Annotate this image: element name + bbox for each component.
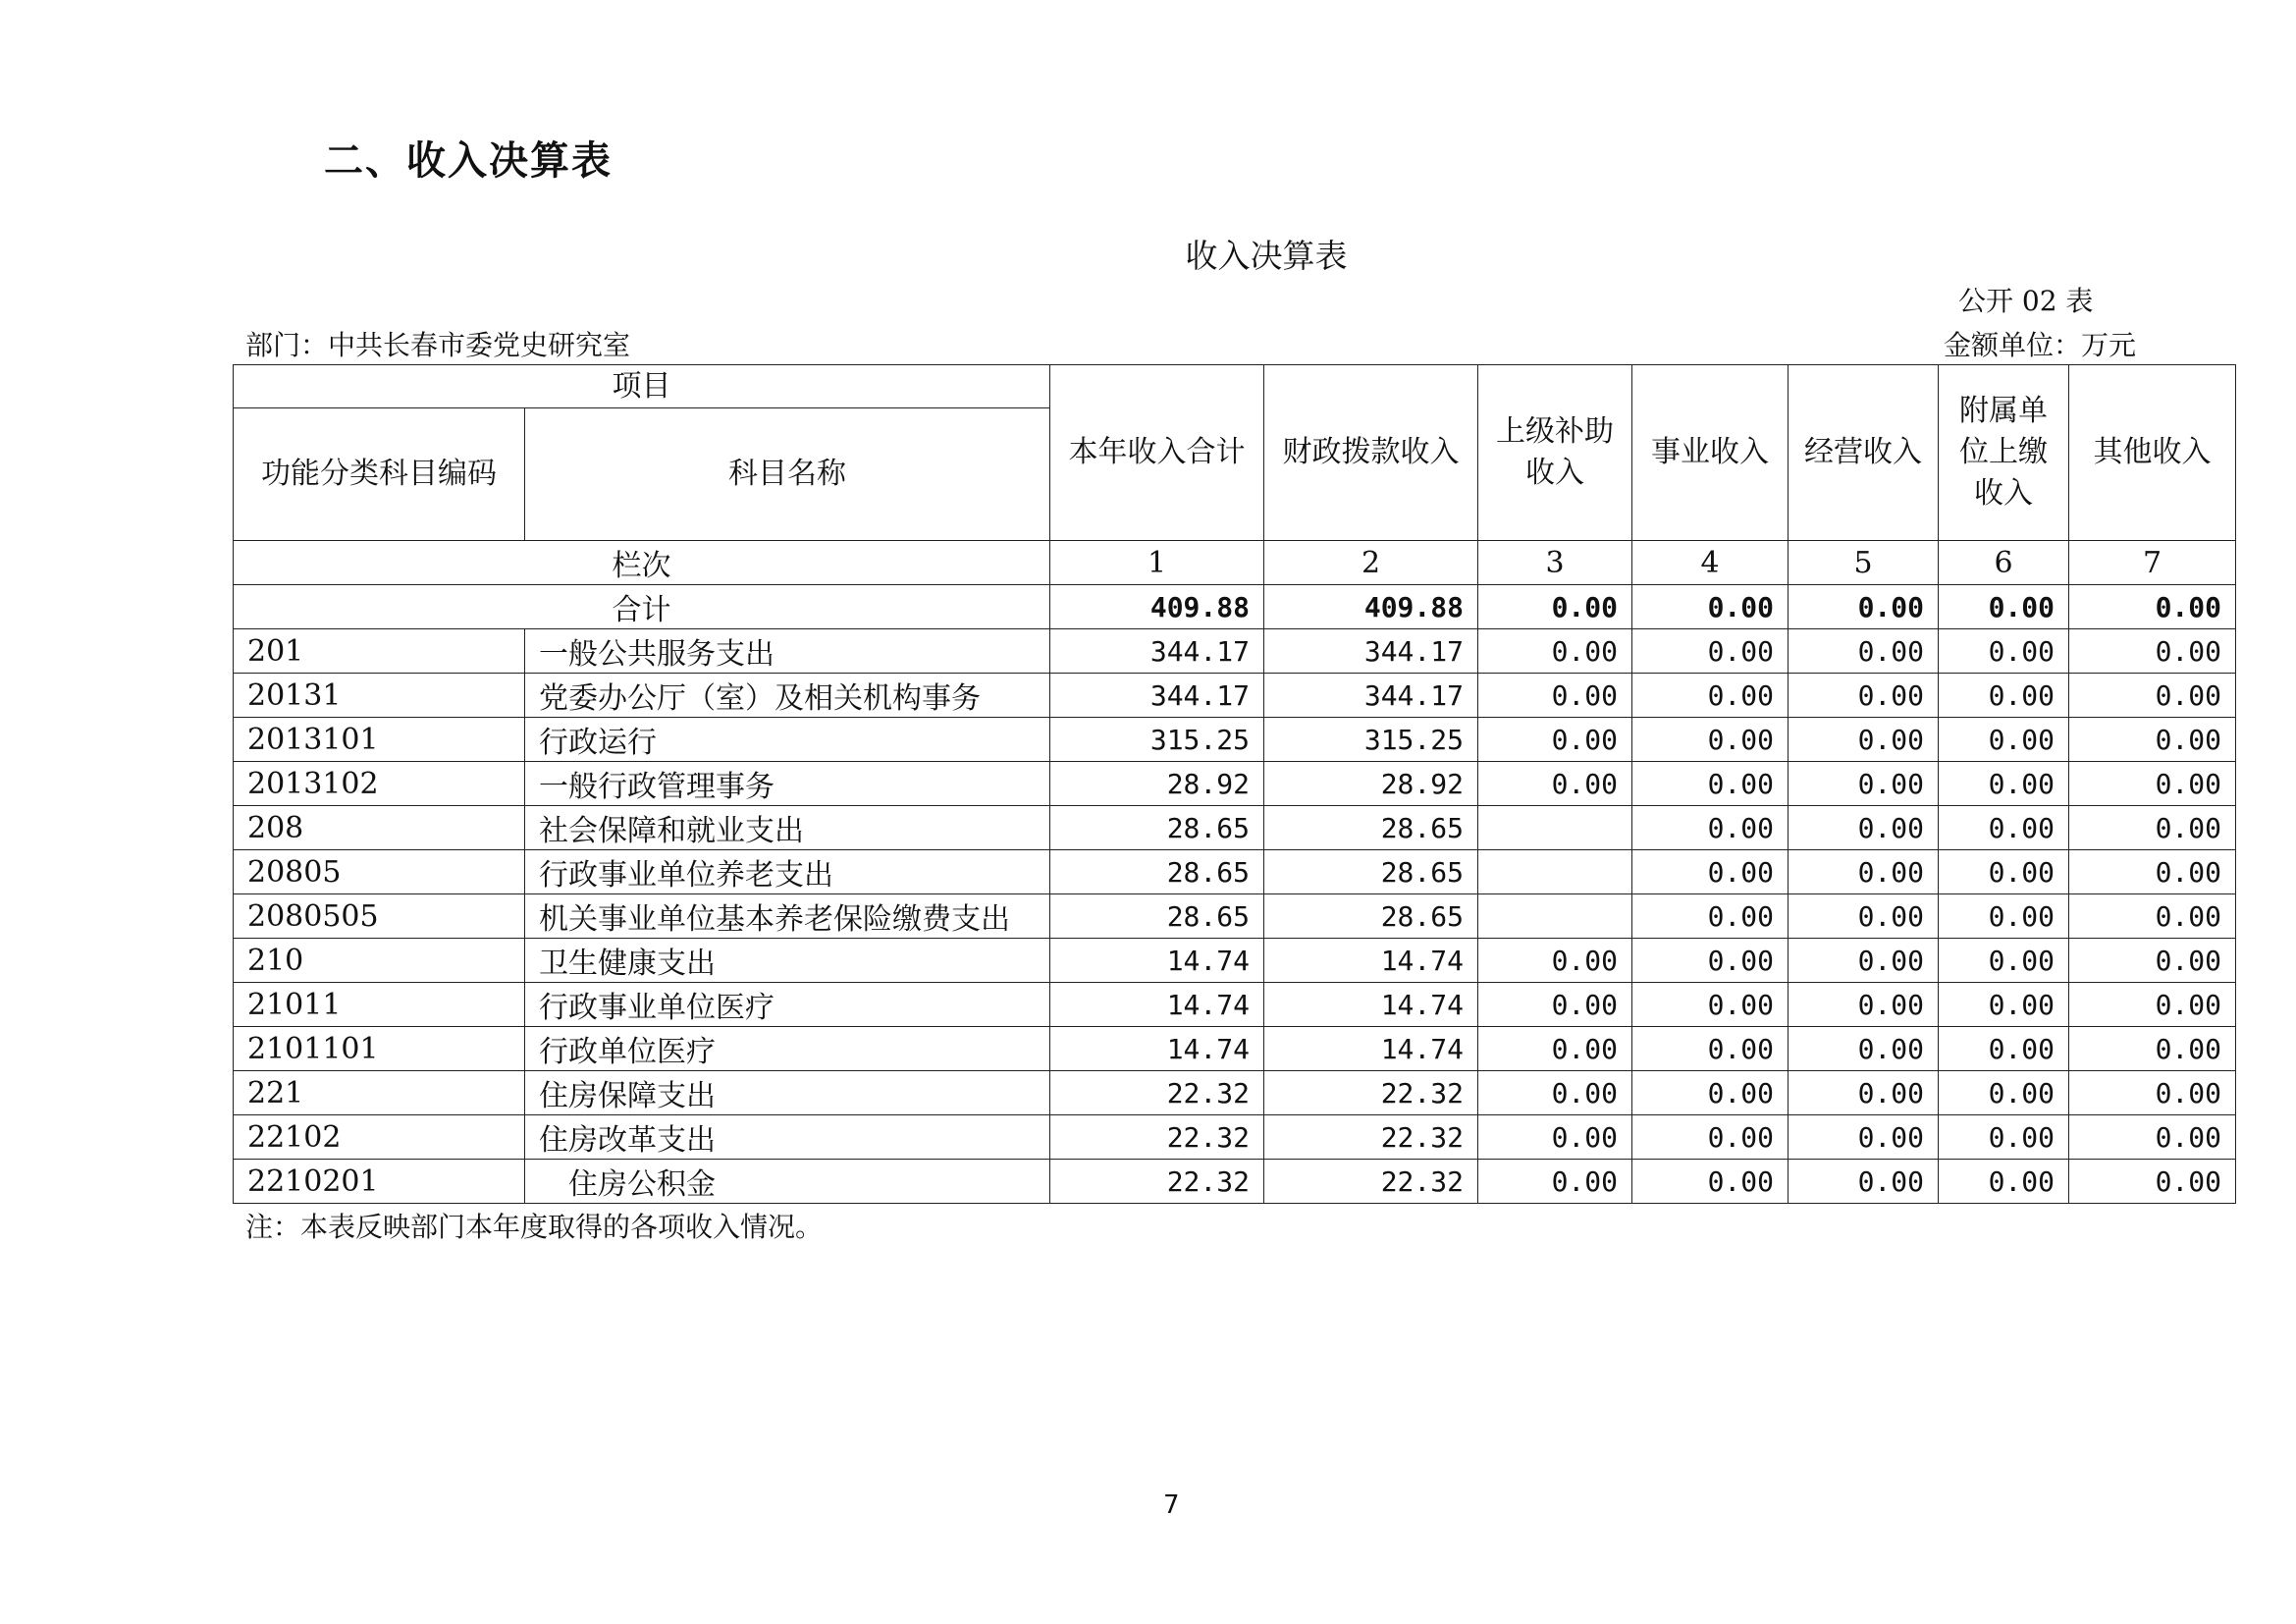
row-name: 住房保障支出 xyxy=(525,1071,1050,1115)
table-row xyxy=(234,1160,2236,1204)
row-value: 0.00 xyxy=(1632,762,1789,806)
row-name: 社会保障和就业支出 xyxy=(525,806,1050,850)
row-value: 28.65 xyxy=(1050,894,1264,939)
row-value: 344.17 xyxy=(1264,629,1478,674)
row-value: 0.00 xyxy=(1478,629,1632,674)
row-value: 22.32 xyxy=(1264,1160,1478,1204)
row-value: 0.00 xyxy=(2069,718,2236,762)
row-name: 行政运行 xyxy=(525,718,1050,762)
row-name: 行政单位医疗 xyxy=(525,1027,1050,1071)
column-number: 3 xyxy=(1478,541,1632,585)
header-code: 功能分类科目编码 xyxy=(234,408,525,541)
row-value: 22.32 xyxy=(1050,1115,1264,1160)
row-value: 0.00 xyxy=(1789,718,1939,762)
row-value: 0.00 xyxy=(2069,762,2236,806)
table-row xyxy=(234,850,2236,894)
row-value: 0.00 xyxy=(1939,674,2069,718)
row-value: 0.00 xyxy=(1939,1115,2069,1160)
header-col-1 xyxy=(1050,365,1264,541)
row-value: 0.00 xyxy=(1939,718,2069,762)
row-code: 20805 xyxy=(234,850,525,894)
row-value: 22.32 xyxy=(1264,1071,1478,1115)
row-value: 22.32 xyxy=(1050,1160,1264,1204)
header-col-text: 收入 xyxy=(1525,456,1584,490)
row-name: 住房公积金 xyxy=(525,1160,1050,1204)
row-value: 0.00 xyxy=(1939,629,2069,674)
row-value: 28.65 xyxy=(1050,850,1264,894)
row-value: 0.00 xyxy=(1632,894,1789,939)
row-value: 0.00 xyxy=(1478,983,1632,1027)
row-code: 21011 xyxy=(234,983,525,1027)
row-value: 0.00 xyxy=(1632,806,1789,850)
row-value: 0.00 xyxy=(1939,806,2069,850)
row-value: 14.74 xyxy=(1264,983,1478,1027)
header-col-text: 经营收入 xyxy=(1804,435,1922,469)
row-value xyxy=(1478,894,1632,939)
row-value: 28.65 xyxy=(1050,806,1264,850)
table-row xyxy=(234,939,2236,983)
row-value: 0.00 xyxy=(1478,1115,1632,1160)
row-value: 0.00 xyxy=(1632,1027,1789,1071)
header-col-6 xyxy=(1939,365,2069,541)
total-value: 0.00 xyxy=(1789,585,1939,629)
row-code: 210 xyxy=(234,939,525,983)
total-value: 0.00 xyxy=(1632,585,1789,629)
column-number: 5 xyxy=(1789,541,1939,585)
total-value: 409.88 xyxy=(1264,585,1478,629)
row-value: 14.74 xyxy=(1264,1027,1478,1071)
page-number: 7 xyxy=(1163,1490,1180,1520)
header-col-text: 位上缴 xyxy=(1959,435,2048,469)
row-code: 22102 xyxy=(234,1115,525,1160)
row-value xyxy=(1478,806,1632,850)
row-value: 0.00 xyxy=(2069,1027,2236,1071)
row-value: 0.00 xyxy=(2069,894,2236,939)
row-value: 0.00 xyxy=(1789,894,1939,939)
row-value: 0.00 xyxy=(1478,1160,1632,1204)
row-value: 315.25 xyxy=(1050,718,1264,762)
row-name: 党委办公厅（室）及相关机构事务 xyxy=(525,674,1050,718)
row-code: 2013102 xyxy=(234,762,525,806)
header-col-3 xyxy=(1478,365,1632,541)
table-row xyxy=(234,1071,2236,1115)
row-value: 0.00 xyxy=(1789,1115,1939,1160)
row-name: 行政事业单位医疗 xyxy=(525,983,1050,1027)
row-value: 0.00 xyxy=(2069,806,2236,850)
row-value: 0.00 xyxy=(1789,1160,1939,1204)
row-code: 201 xyxy=(234,629,525,674)
row-value: 0.00 xyxy=(1789,939,1939,983)
row-value: 0.00 xyxy=(2069,674,2236,718)
row-value: 14.74 xyxy=(1050,1027,1264,1071)
section-heading: 二、收入决算表 xyxy=(324,138,613,184)
header-col-text: 附属单 xyxy=(1959,394,2048,428)
row-code: 208 xyxy=(234,806,525,850)
row-code: 2080505 xyxy=(234,894,525,939)
row-value: 315.25 xyxy=(1264,718,1478,762)
row-value: 0.00 xyxy=(1632,1115,1789,1160)
row-name: 卫生健康支出 xyxy=(525,939,1050,983)
row-value: 0.00 xyxy=(1939,1071,2069,1115)
row-name: 住房改革支出 xyxy=(525,1115,1050,1160)
header-col-2 xyxy=(1264,365,1478,541)
department-label: 部门：中共长春市委党史研究室 xyxy=(245,329,631,361)
row-code: 2101101 xyxy=(234,1027,525,1071)
row-value: 22.32 xyxy=(1050,1071,1264,1115)
row-value: 0.00 xyxy=(1789,1027,1939,1071)
row-value: 0.00 xyxy=(2069,850,2236,894)
form-number: 公开 02 表 xyxy=(1958,285,2094,317)
row-value: 0.00 xyxy=(1478,718,1632,762)
row-name: 一般行政管理事务 xyxy=(525,762,1050,806)
row-name: 一般公共服务支出 xyxy=(525,629,1050,674)
row-value: 0.00 xyxy=(1478,762,1632,806)
row-value: 0.00 xyxy=(1632,939,1789,983)
row-value: 0.00 xyxy=(1632,983,1789,1027)
row-value: 0.00 xyxy=(2069,1071,2236,1115)
row-value: 0.00 xyxy=(1939,894,2069,939)
header-col-text: 事业收入 xyxy=(1651,435,1769,469)
column-number: 6 xyxy=(1939,541,2069,585)
column-number: 4 xyxy=(1632,541,1789,585)
row-value: 0.00 xyxy=(1939,850,2069,894)
table-row xyxy=(234,1027,2236,1071)
income-table xyxy=(233,364,2236,1204)
table-row xyxy=(234,674,2236,718)
table-row xyxy=(234,1115,2236,1160)
total-value: 409.88 xyxy=(1050,585,1264,629)
table-row xyxy=(234,629,2236,674)
row-value: 0.00 xyxy=(1789,983,1939,1027)
total-value: 0.00 xyxy=(1939,585,2069,629)
row-code: 2210201 xyxy=(234,1160,525,1204)
row-value: 0.00 xyxy=(2069,939,2236,983)
row-value: 0.00 xyxy=(1939,983,2069,1027)
row-value: 0.00 xyxy=(1478,674,1632,718)
row-value: 28.92 xyxy=(1050,762,1264,806)
row-value: 344.17 xyxy=(1050,629,1264,674)
row-value: 28.65 xyxy=(1264,894,1478,939)
row-value: 0.00 xyxy=(1789,1071,1939,1115)
row-value: 28.92 xyxy=(1264,762,1478,806)
total-value: 0.00 xyxy=(1478,585,1632,629)
row-value: 0.00 xyxy=(1939,1160,2069,1204)
header-col-7 xyxy=(2069,365,2236,541)
row-name: 行政事业单位养老支出 xyxy=(525,850,1050,894)
table-row xyxy=(234,762,2236,806)
row-value: 0.00 xyxy=(1789,629,1939,674)
row-value: 344.17 xyxy=(1264,674,1478,718)
header-col-text: 财政拨款收入 xyxy=(1282,435,1460,469)
row-value: 0.00 xyxy=(2069,1115,2236,1160)
row-value: 0.00 xyxy=(1478,1027,1632,1071)
table-row xyxy=(234,718,2236,762)
row-value: 14.74 xyxy=(1264,939,1478,983)
row-code: 20131 xyxy=(234,674,525,718)
row-code: 221 xyxy=(234,1071,525,1115)
row-code: 2013101 xyxy=(234,718,525,762)
row-value: 0.00 xyxy=(1789,850,1939,894)
column-number: 1 xyxy=(1050,541,1264,585)
header-col-4 xyxy=(1632,365,1789,541)
row-value xyxy=(1478,850,1632,894)
row-value: 14.74 xyxy=(1050,939,1264,983)
column-number: 2 xyxy=(1264,541,1478,585)
row-value: 0.00 xyxy=(2069,1160,2236,1204)
row-value: 0.00 xyxy=(1789,674,1939,718)
row-value: 0.00 xyxy=(1632,1160,1789,1204)
header-col-5 xyxy=(1789,365,1939,541)
row-value: 14.74 xyxy=(1050,983,1264,1027)
header-col-text: 本年收入合计 xyxy=(1068,435,1246,469)
row-value: 0.00 xyxy=(1789,762,1939,806)
row-value: 0.00 xyxy=(1939,939,2069,983)
row-value: 0.00 xyxy=(1632,718,1789,762)
row-value: 0.00 xyxy=(1632,629,1789,674)
total-label: 合计 xyxy=(234,585,1050,629)
table-title: 收入决算表 xyxy=(1185,237,1348,275)
row-value: 344.17 xyxy=(1050,674,1264,718)
row-value: 28.65 xyxy=(1264,850,1478,894)
row-value: 28.65 xyxy=(1264,806,1478,850)
header-col-text: 上级补助 xyxy=(1496,414,1614,449)
row-value: 0.00 xyxy=(1789,806,1939,850)
row-value: 0.00 xyxy=(1632,850,1789,894)
column-number: 7 xyxy=(2069,541,2236,585)
row-value: 0.00 xyxy=(1478,939,1632,983)
total-value: 0.00 xyxy=(2069,585,2236,629)
table-row xyxy=(234,894,2236,939)
header-col-text: 收入 xyxy=(1974,476,2033,511)
header-col-text: 其他收入 xyxy=(2093,435,2212,469)
unit-label: 金额单位：万元 xyxy=(1944,329,2137,361)
row-value: 0.00 xyxy=(2069,629,2236,674)
row-value: 0.00 xyxy=(1939,762,2069,806)
row-value: 22.32 xyxy=(1264,1115,1478,1160)
header-name: 科目名称 xyxy=(525,408,1050,541)
row-value: 0.00 xyxy=(1478,1071,1632,1115)
table-row xyxy=(234,983,2236,1027)
table-row xyxy=(234,806,2236,850)
row-value: 0.00 xyxy=(1632,1071,1789,1115)
row-value: 0.00 xyxy=(1632,674,1789,718)
footnote: 注：本表反映部门本年度取得的各项收入情况。 xyxy=(245,1211,824,1243)
header-lanci: 栏次 xyxy=(234,541,1050,585)
row-name: 机关事业单位基本养老保险缴费支出 xyxy=(525,894,1050,939)
row-value: 0.00 xyxy=(1939,1027,2069,1071)
row-value: 0.00 xyxy=(2069,983,2236,1027)
header-project: 项目 xyxy=(234,365,1050,408)
